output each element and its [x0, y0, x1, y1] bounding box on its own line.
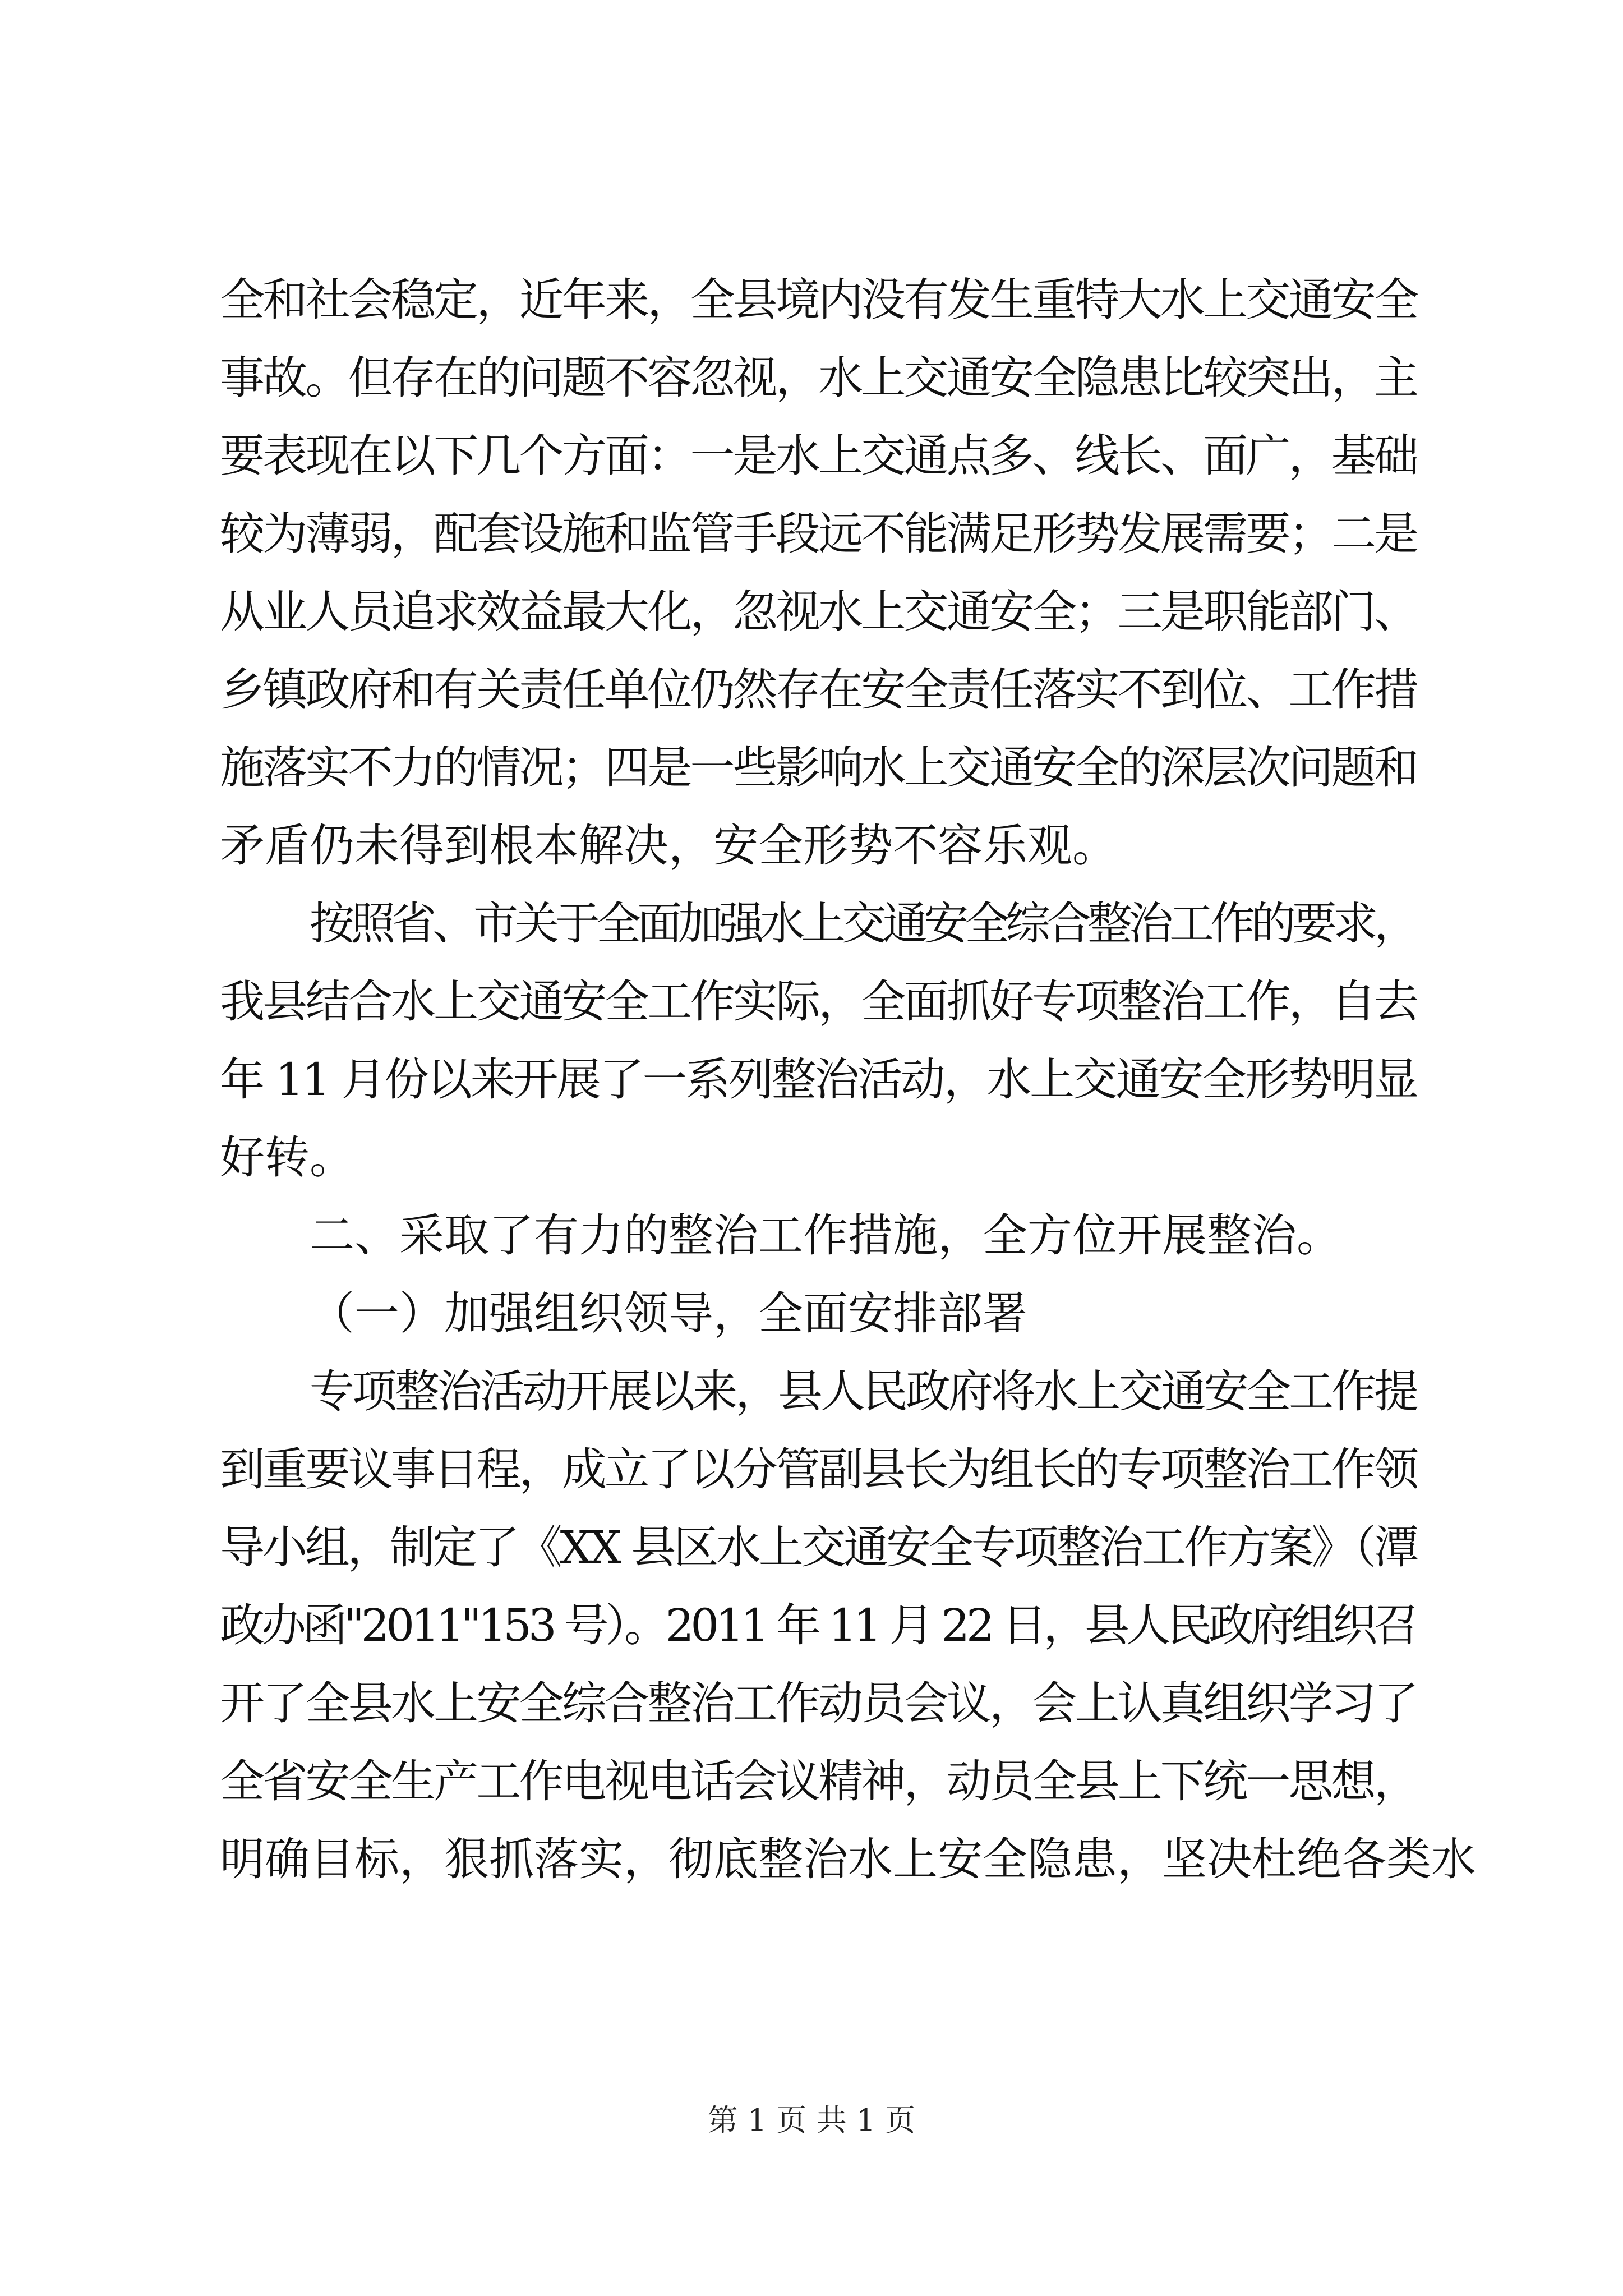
text-line-content: 从业人员追求效益最大化，忽视水上交通安全；三是职能部门、 [220, 586, 1417, 638]
text-line-content: 二、采取了有力的整治工作措施，全方位开展整治。 [310, 1209, 1341, 1262]
text-line-content: 导小组，制定了《XX 县区水上交通安全专项整治工作方案》（潭 [220, 1521, 1417, 1573]
text-line-content: 全和社会稳定，近年来，全县境内没有发生重特大水上交通安全 [220, 274, 1417, 326]
text-line-content: 明确目标，狠抓落实，彻底整治水上安全隐患，坚决杜绝各类水 [220, 1833, 1476, 1885]
text-line-content: 事故。但存在的问题不容忽视，水上交通安全隐患比较突出，主 [220, 352, 1417, 404]
text-line [0, 1041, 1623, 1119]
text-line [0, 1664, 1623, 1743]
text-line-content: 按照省、市关于全面加强水上交通安全综合整治工作的要求， [310, 898, 1415, 950]
text-line-content: 全省安全生产工作电视电话会议精神，动员全县上下统一思想， [220, 1755, 1417, 1807]
text-line [0, 651, 1623, 729]
text-line [0, 339, 1623, 417]
text-line [0, 1274, 1623, 1353]
text-line [0, 495, 1623, 573]
text-line-content: （一）加强组织领导，全面安排部署 [310, 1287, 1027, 1340]
text-line [0, 1197, 1623, 1275]
text-line [0, 1430, 1623, 1509]
text-line [0, 261, 1623, 339]
text-line [0, 1119, 1623, 1197]
text-line [0, 729, 1623, 807]
text-line-content: 年 11 月份以来开展了一系列整治活动，水上交通安全形势明显 [220, 1053, 1417, 1106]
text-line-content: 好转。 [220, 1131, 354, 1184]
page-footer: 第 1 页 共 1 页 [707, 2102, 916, 2138]
text-line-content: 乡镇政府和有关责任单位仍然存在安全责任落实不到位、工作措 [220, 664, 1417, 716]
text-line-content: 专项整治活动开展以来，县人民政府将水上交通安全工作提 [310, 1365, 1417, 1418]
text-line [0, 573, 1623, 651]
text-line [0, 1586, 1623, 1665]
text-line [0, 1742, 1623, 1821]
text-line [0, 1352, 1623, 1431]
text-line [0, 807, 1623, 885]
text-line-content: 要表现在以下几个方面：一是水上交通点多、线长、面广，基础 [220, 430, 1417, 482]
text-line [0, 1820, 1623, 1899]
text-line [0, 963, 1623, 1041]
text-line [0, 1508, 1623, 1587]
text-line-content: 矛盾仍未得到根本解决，安全形势不容乐观。 [220, 820, 1117, 872]
text-line [0, 417, 1623, 495]
text-line-content: 到重要议事日程，成立了以分管副县长为组长的专项整治工作领 [220, 1443, 1417, 1496]
text-line-content: 政办函"2011"153 号）。2011 年 11 月 22 日，县人民政府组织召 [220, 1599, 1415, 1651]
text-line-content: 较为薄弱，配套设施和监管手段远不能满足形势发展需要；二是 [220, 508, 1417, 560]
text-line-content: 我县结合水上交通安全工作实际，全面抓好专项整治工作，自去 [220, 976, 1417, 1028]
text-line [0, 885, 1623, 963]
text-line-content: 开了全县水上安全综合整治工作动员会议，会上认真组织学习了 [220, 1677, 1417, 1729]
text-line-content: 施落实不力的情况；四是一些影响水上交通安全的深层次问题和 [220, 742, 1417, 794]
